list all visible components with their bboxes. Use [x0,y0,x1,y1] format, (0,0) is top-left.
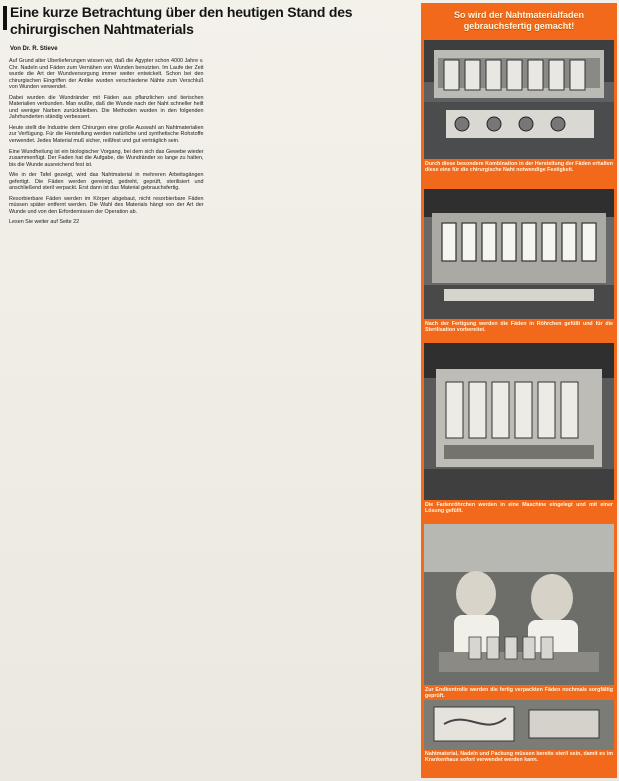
thread-machine-image [424,40,614,159]
article-byline: Von Dr. R. Stieve [10,46,58,52]
article-paragraph: Dabei wurden die Wundränder mit Fäden aus pflanzlichen und tierischen Materialien verbunden. Man wußte, daß die Wunde nach der Naht schneller heilt und weniger Narben zurückbleiben. Die Methoden wurden in den folgenden Jahrhunderten ständig verbessert. [9,94,204,121]
article-body [9,58,409,776]
article-paragraph: Wie in der Tafel gezeigt, wird das Nahtmaterial in mehreren Arbeitsgängen gefertigt. Die Fäden werden gereinigt, gedreht, geprüft, sterilisiert und anschließend steril verpackt. Erst dann ist das Material gebrauchsfertig. [9,172,204,192]
article-headline: Eine kurze Betrachtung über den heutigen Stand des chirurgischen Nahtmaterials [10,4,353,37]
photo-caption: Zur Endkontrolle werden die fertig verpackten Fäden nochmals sorgfältig geprüft. [425,687,613,699]
article-paragraph: Auf Grund alter Überlieferungen wissen wir, daß die Ägypter schon 4000 Jahre v. Chr. Nadeln und Fäden zum Vernähen von Wunden benutzten. Im Laufe der Zeit wurde die Art der Wundversorgung immer weiter entwickelt. Schon bei den chirurgischen Eingriffen der Antike wurden verschiedene Nähte zum Verschluß von Wunden verwendet. [9,58,204,91]
sterile-package-image [424,700,614,750]
article-paragraph: Resorbierbare Fäden werden im Körper abgebaut, nicht resorbierbare Fäden müssen später entfernt werden. Die Wahl des Materials hängt von der Art der Wunde und von den Erfordernissen der Operation ab. [9,195,204,215]
filling-machine-image [424,189,614,319]
photo-caption: Durch diese besondere Kombination in der Herstellung der Fäden erhalten diese eine für die chirurgische Naht notwendige Festigkeit. [425,161,613,173]
inspection-workers-image [424,524,614,685]
panel-title: So wird der Nahtmaterialfaden gebrauchsfertig gemacht! [453,10,585,31]
sterilization-machine-photo [424,343,614,500]
headline-rule [3,6,7,30]
photo-caption: Die Fadenröhrchen werden in eine Maschine eingelegt und mit einer Lösung gefüllt. [425,502,613,514]
article-continuation: Lesen Sie weiter auf Seite 22 [9,219,80,226]
photo-caption: Nahtmaterial, Nadeln und Packung müssen bereits steril sein, damit es im Krankenhaus sofort verwendet werden kann. [425,751,613,763]
inspection-workers-photo [424,524,614,685]
article-paragraph: Eine Wundheilung ist ein biologischer Vorgang, bei dem sich das Gewebe wieder zusammenfügt. Der Faden hat die Aufgabe, die Wundränder so lange zu halten, bis die Wunde ausreichend fest ist. [9,148,204,168]
thread-machine-photo [424,40,614,159]
photo-caption: Nach der Fertigung werden die Fäden in Röhrchen gefüllt und für die Sterilisation vorbereitet. [425,321,613,333]
article-paragraph: Heute stellt die Industrie dem Chirurgen eine große Auswahl an Nahtmaterialien zur Verfügung. Für die Herstellung werden natürliche und synthetische Rohstoffe verwendet. Jedes Material muß sicher, reißfest und gut verträglich sein. [9,124,204,145]
sterilization-machine-image [424,343,614,500]
sterile-package-photo [424,700,614,750]
filling-machine-photo [424,189,614,319]
nahtmaterial-photo-panel [421,3,617,778]
